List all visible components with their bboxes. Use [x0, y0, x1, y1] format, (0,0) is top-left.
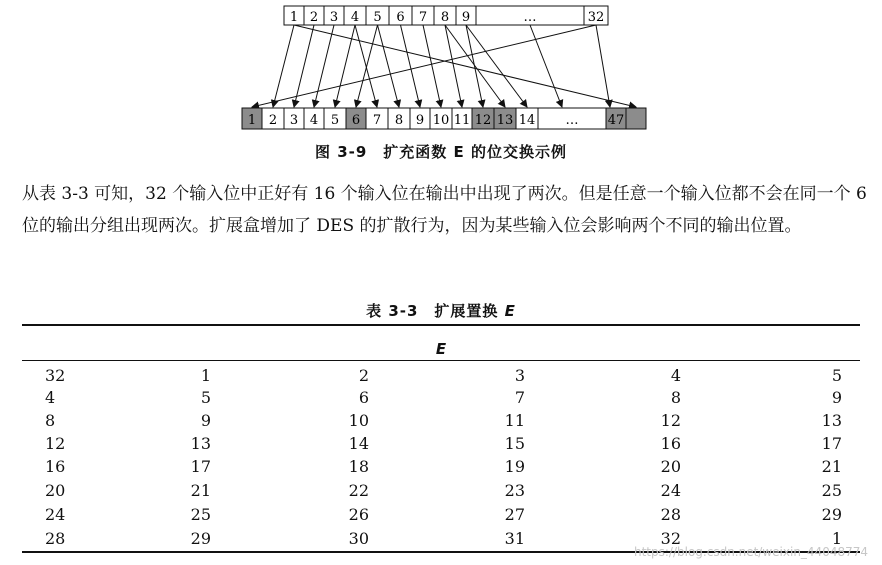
output-bit-label: 1 — [247, 113, 257, 128]
output-bit-box — [262, 108, 284, 129]
input-bits-row — [284, 6, 608, 25]
table-cell: 8 — [45, 411, 56, 430]
output-bit-label: 13 — [496, 113, 514, 128]
table-cell: 13 — [190, 434, 211, 453]
table-cell: 5 — [831, 366, 842, 385]
output-bit-label: 2 — [268, 113, 278, 128]
input-bit-label: … — [523, 10, 537, 25]
table-top-rule — [22, 324, 860, 326]
table-title — [0, 300, 882, 321]
input-bit-box — [284, 6, 304, 25]
table-cell: 24 — [45, 505, 66, 524]
table-cell: 10 — [348, 411, 369, 430]
output-bit-box — [346, 108, 366, 129]
output-bit-box — [388, 108, 410, 129]
input-bit-label: 4 — [350, 10, 360, 25]
input-bit-label: 7 — [418, 10, 428, 25]
table-cell: 6 — [358, 388, 369, 407]
table-cell: 20 — [660, 457, 681, 476]
table-cell: 24 — [660, 481, 681, 500]
table-cell: 21 — [190, 481, 211, 500]
output-bit-box — [606, 108, 626, 129]
table-cell: 20 — [45, 481, 66, 500]
table-cell: 1 — [200, 366, 211, 385]
input-bit-box — [344, 6, 366, 25]
table-cell: 21 — [821, 457, 842, 476]
output-bit-label: 8 — [394, 113, 404, 128]
table-cell: 29 — [821, 505, 842, 524]
table-cell: 28 — [660, 505, 681, 524]
table-cell: 17 — [190, 457, 211, 476]
table-column-header: E — [435, 340, 447, 358]
table-cell: 25 — [190, 505, 211, 524]
figure-caption: 图 3-9 扩充函数 E 的位交换示例 — [314, 143, 567, 161]
table-cell: 16 — [45, 457, 66, 476]
output-bit-label: 47 — [607, 113, 625, 128]
mapping-arrow — [378, 25, 400, 107]
table-cell: 28 — [45, 529, 66, 548]
input-bit-box — [434, 6, 456, 25]
table-cell: 3 — [514, 366, 525, 385]
table-cell: 18 — [348, 457, 369, 476]
input-bit-box — [412, 6, 434, 25]
output-bit-box — [242, 108, 262, 129]
output-bits-row — [242, 108, 646, 129]
table-cell: 25 — [821, 481, 842, 500]
table-title-var: E — [504, 302, 516, 320]
output-bit-box — [366, 108, 388, 129]
table-cell: 2 — [358, 366, 369, 385]
output-bit-box — [284, 108, 304, 129]
table-cell: 14 — [348, 434, 369, 453]
expansion-diagram — [0, 0, 882, 140]
table-cell: 12 — [660, 411, 681, 430]
output-bit-label: 10 — [432, 113, 450, 128]
table-cell: 30 — [348, 529, 369, 548]
output-bit-box — [430, 108, 452, 129]
output-bit-label: … — [565, 113, 579, 128]
table-cell: 11 — [504, 411, 525, 430]
output-bit-box — [452, 108, 472, 129]
input-bit-box — [324, 6, 344, 25]
input-bit-label: 6 — [396, 10, 405, 25]
output-bit-box — [410, 108, 430, 129]
output-bit-label: 12 — [474, 113, 492, 128]
output-bit-label: 14 — [518, 113, 536, 128]
table-cell: 32 — [660, 529, 681, 548]
table-title-prefix: 表 3-3 扩展置换 — [366, 302, 499, 320]
mapping-arrow — [401, 25, 421, 107]
output-bit-box — [494, 108, 516, 129]
input-bit-box — [584, 6, 608, 25]
table-cell: 23 — [504, 481, 525, 500]
input-bit-box — [456, 6, 476, 25]
input-bit-label: 1 — [289, 10, 299, 25]
table-cell: 16 — [660, 434, 681, 453]
table-cell: 17 — [821, 434, 842, 453]
output-bit-box-shaded — [626, 108, 646, 129]
watermark: https://blog.csdn.net/weixin_44048774 — [633, 545, 868, 559]
mapping-arrows — [252, 25, 636, 107]
mapping-arrow — [466, 25, 483, 107]
table-cell: 9 — [200, 411, 211, 430]
input-bit-label: 32 — [587, 10, 605, 25]
table-cell: 9 — [831, 388, 842, 407]
input-bit-label: 3 — [329, 10, 339, 25]
output-bit-label: 5 — [330, 113, 340, 128]
table-cell: 32 — [45, 366, 66, 385]
mapping-arrow — [314, 25, 334, 107]
table-cell: 5 — [200, 388, 211, 407]
table-cell: 26 — [348, 505, 369, 524]
table-cell: 27 — [504, 505, 525, 524]
input-bit-box — [304, 6, 324, 25]
output-bit-label: 11 — [453, 113, 471, 128]
output-bit-label: 4 — [309, 113, 319, 128]
output-bit-label: 6 — [351, 113, 361, 128]
table-cell: 22 — [348, 481, 369, 500]
input-bit-box — [389, 6, 412, 25]
output-bit-box — [516, 108, 538, 129]
mapping-arrow — [356, 25, 378, 107]
table-cell: 8 — [670, 388, 681, 407]
table-cell: 12 — [45, 434, 66, 453]
table-header-rule — [22, 360, 860, 361]
output-bit-label: 7 — [372, 113, 382, 128]
table-cell: 4 — [670, 366, 681, 385]
table-cell: 15 — [504, 434, 525, 453]
input-bit-label: 2 — [309, 10, 319, 25]
table-cell: 7 — [514, 388, 525, 407]
input-bit-box — [366, 6, 389, 25]
output-bit-box — [472, 108, 494, 129]
input-bit-label: 9 — [461, 10, 471, 25]
table-cell: 13 — [821, 411, 842, 430]
output-bit-box — [324, 108, 346, 129]
output-bit-box — [538, 108, 606, 129]
input-bit-label: 5 — [373, 10, 382, 25]
output-bit-label: 9 — [415, 113, 425, 128]
input-bit-label: 8 — [440, 10, 450, 25]
input-bit-box — [476, 6, 584, 25]
mapping-arrow — [355, 25, 377, 107]
table-cell: 29 — [190, 529, 211, 548]
output-bit-label: 3 — [289, 113, 299, 128]
table-cell: 31 — [504, 529, 525, 548]
table-cell: 19 — [504, 457, 525, 476]
mapping-arrow — [596, 25, 610, 107]
table-cell: 4 — [45, 388, 56, 407]
body-paragraph: 从表 3-3 可知，32 个输入位中正好有 16 个输入位在输出中出现了两次。但是任意一个输入位都不会在同一个 6 位的输出分组出现两次。扩展盒增加了 DES 的扩散行为，因为某些输入位会影响两个不同的输出位置。 — [22, 184, 867, 236]
table-cell: 1 — [831, 529, 842, 548]
output-bit-box — [304, 108, 324, 129]
mapping-arrow — [273, 25, 294, 107]
